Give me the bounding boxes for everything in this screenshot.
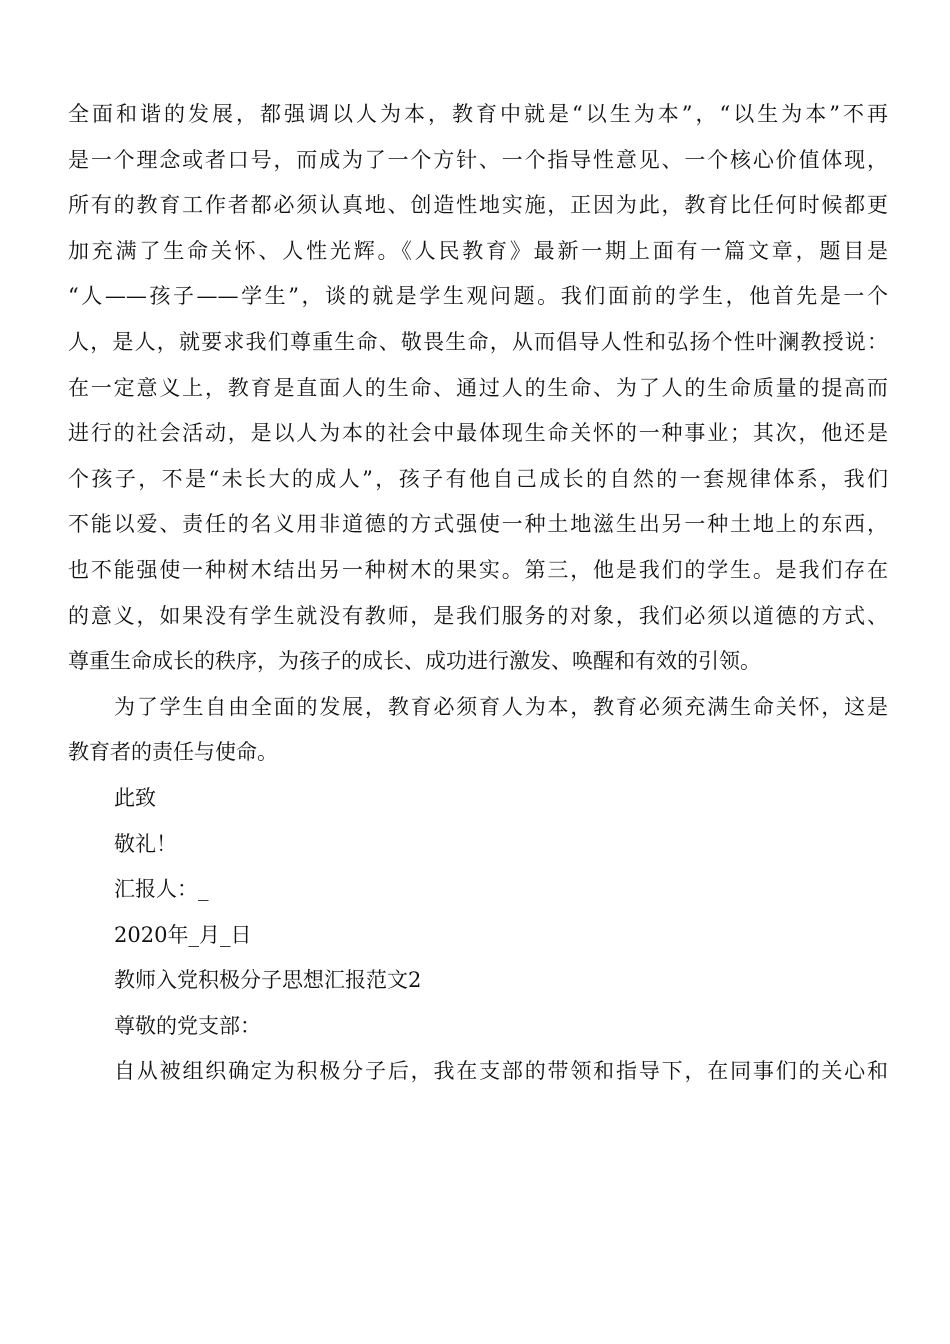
paragraph-line: 加充满了生命关怀、人性光辉。《人民教育》最新一期上面有一篇文章，题目是 [68, 238, 888, 263]
paragraph-line: 人，是人，就要求我们尊重生命、敬畏生命，从而倡导人性和弘扬个性叶澜教授说： [68, 329, 888, 354]
paragraph-line: 尊重生命成长的秩序，为孩子的成长、成功进行激发、唤醒和有效的引领。 [68, 649, 761, 674]
paragraph-line: 为了学生自由全面的发展，教育必须育人为本，教育必须充满生命关怀，这是 [114, 694, 888, 719]
paragraph-line: 个孩子，不是“未长大的成人”，孩子有他自己成长的自然的一套规律体系，我们 [68, 466, 888, 491]
reporter-line: 汇报人：_ [114, 877, 209, 902]
closing-salutation: 此致 [114, 785, 156, 810]
paragraph-line: 所有的教育工作者都必须认真地、创造性地实施，正因为此，教育比任何时候都更 [68, 193, 888, 218]
closing-respect: 敬礼！ [114, 831, 177, 856]
next-article-title: 教师入党积极分子思想汇报范文2 [114, 968, 422, 993]
next-article-first-line: 自从被组织确定为积极分子后，我在支部的带领和指导下，在同事们的关心和 [114, 1059, 888, 1084]
paragraph-line: 是一个理念或者口号，而成为了一个方针、一个指导性意见、一个核心价值体现， [68, 147, 888, 172]
paragraph-line: 不能以爱、责任的名义用非道德的方式强使一种土地滋生出另一种土地上的东西， [68, 512, 888, 537]
paragraph-line: 在一定意义上，教育是直面人的生命、通过人的生命、为了人的生命质量的提高而 [68, 375, 888, 400]
paragraph-line: 也不能强使一种树木结出另一种树木的果实。第三，他是我们的学生。是我们存在 [68, 557, 888, 582]
paragraph-line: 全面和谐的发展，都强调以人为本，教育中就是“以生为本”，“以生为本”不再 [68, 102, 888, 126]
paragraph-line: “人——孩子——学生”，谈的就是学生观问题。我们面前的学生，他首先是一个 [68, 284, 888, 309]
paragraph-line: 的意义，如果没有学生就没有教师，是我们服务的对象，我们必须以道德的方式、 [68, 603, 888, 628]
next-article-greeting: 尊敬的党支部： [114, 1013, 261, 1038]
date-line: 2020年_月_日 [114, 922, 252, 947]
paragraph-line: 进行的社会活动，是以人为本的社会中最体现生命关怀的一种事业；其次，他还是 [68, 421, 888, 446]
paragraph-line: 教育者的责任与使命。 [68, 740, 278, 765]
document-body [68, 92, 888, 1095]
